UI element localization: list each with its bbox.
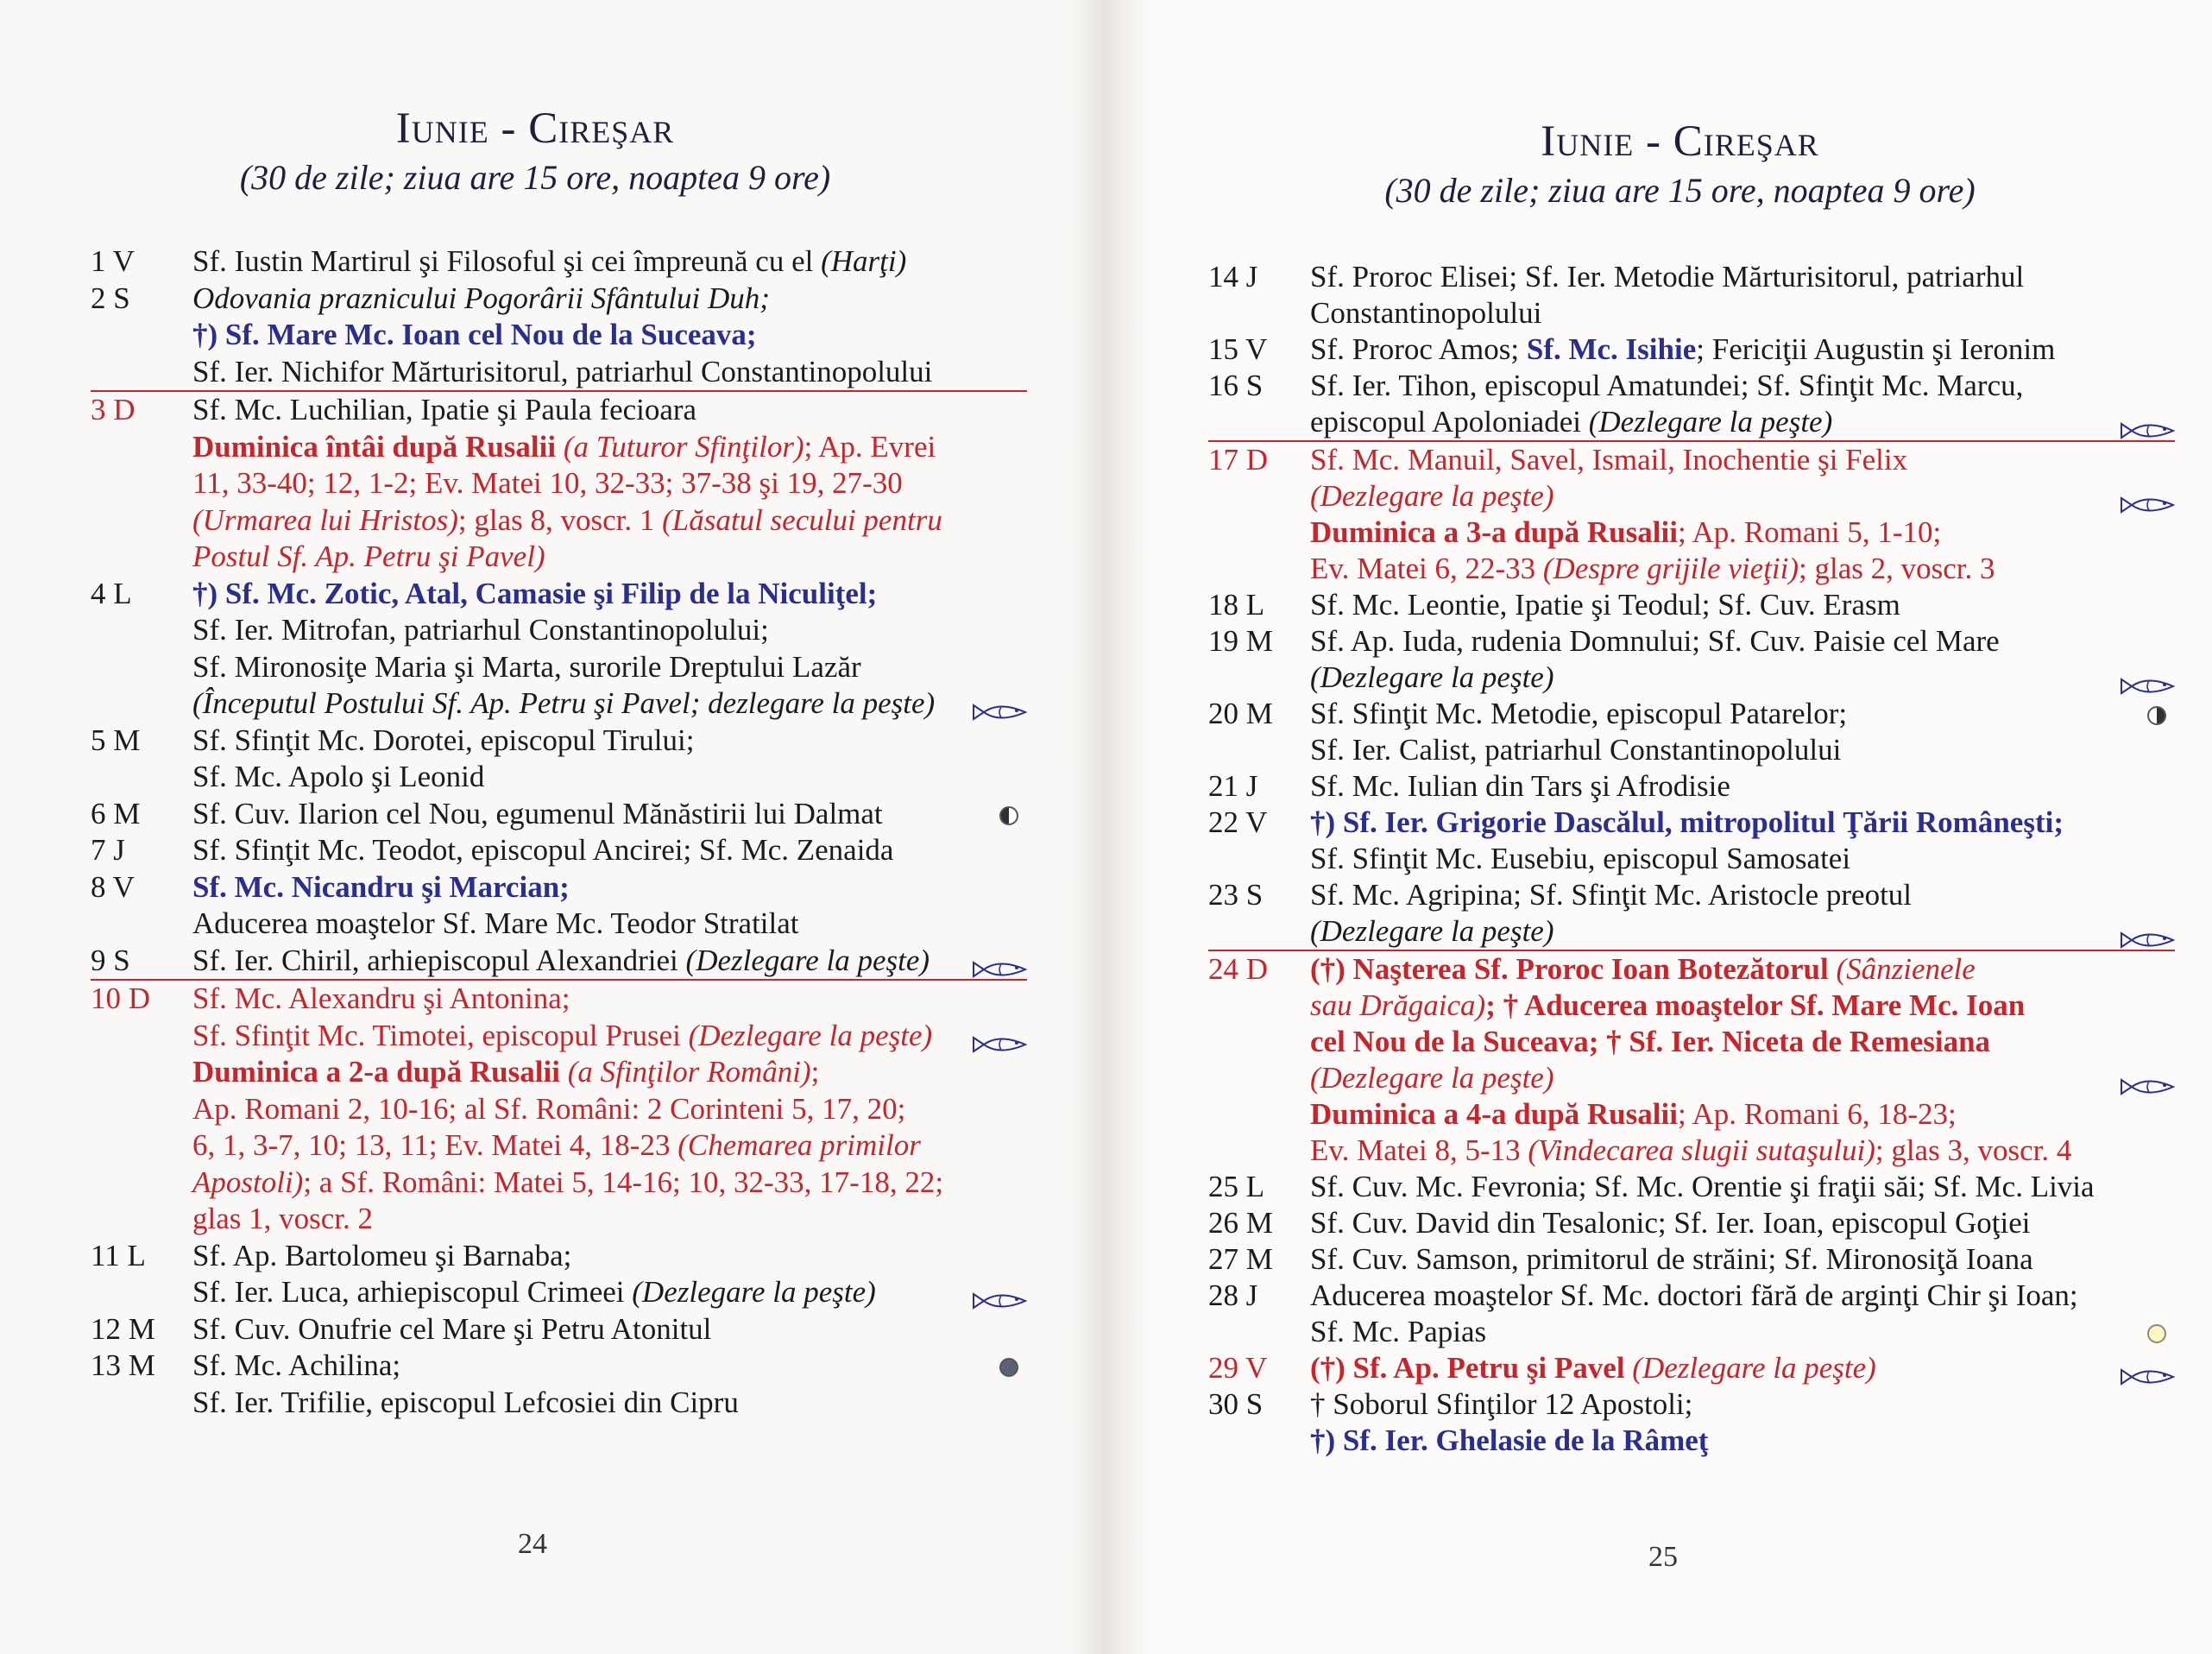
day-label: 19 M xyxy=(1208,624,1273,658)
entry-line xyxy=(1208,988,2175,1024)
text-segment: Ap. Romani 2, 10-16; al Sf. Români: 2 Corinteni 5, 17, 20; xyxy=(192,1091,906,1126)
entry-text xyxy=(192,1201,1027,1238)
entry-text xyxy=(1310,404,2175,440)
entry-line xyxy=(1208,1205,2175,1241)
entry-line xyxy=(1208,877,2175,913)
text-segment: (Lăsatul secului pentru xyxy=(662,502,942,537)
day-entry xyxy=(1208,1241,2175,1278)
text-segment: (Dezlegare la peşte) xyxy=(1632,1351,1876,1385)
day-label: 26 M xyxy=(1208,1206,1273,1240)
entry-text xyxy=(1310,805,2175,841)
text-segment: 11, 33-40; 12, 1-2; Ev. Matei 10, 32-33; 37-38 şi 19, 27-30 xyxy=(192,466,903,500)
text-segment: Sf. Cuv. Samson, primitorul de străini; Sf. Mironosiţă Ioana xyxy=(1310,1242,2033,1276)
entry-text xyxy=(1310,660,2175,696)
left-page-header xyxy=(0,102,1070,200)
day-label: 9 S xyxy=(91,943,130,977)
text-segment: Sf. Proroc Elisei; Sf. Ier. Metodie Mărturisitorul, patriarhul xyxy=(1310,260,2025,294)
text-segment: ; Fericiţii Augustin şi Ieronim xyxy=(1696,332,2056,366)
entry-line xyxy=(1208,768,2175,805)
text-segment: Sf. Cuv. Onufrie cel Mare şi Petru Atonitul xyxy=(192,1311,712,1346)
day-entry xyxy=(1208,1205,2175,1241)
day-label: 30 S xyxy=(1208,1387,1264,1421)
day-label: 13 M xyxy=(91,1348,155,1382)
entry-text xyxy=(192,1165,1027,1202)
entry-line xyxy=(1208,1169,2175,1205)
entry-line xyxy=(1208,732,2175,768)
entry-line xyxy=(91,943,1027,980)
day-label: 2 S xyxy=(91,281,130,315)
entry-text xyxy=(1310,877,2175,913)
text-segment: Sf. Mc. Papias xyxy=(1310,1315,1487,1348)
day-label: 29 V xyxy=(1208,1351,1268,1385)
text-segment: ; Ap. Evrei xyxy=(804,429,936,464)
entry-line xyxy=(91,723,1027,760)
entry-line xyxy=(1208,1096,2175,1133)
entry-text xyxy=(1310,1423,2175,1459)
entry-text xyxy=(192,1127,1027,1165)
entry-text xyxy=(192,1238,1027,1275)
entry-text xyxy=(1310,587,2175,623)
text-segment: Constantinopolului xyxy=(1310,296,1542,330)
entry-text xyxy=(192,906,1027,943)
entry-line xyxy=(91,1311,1027,1348)
month-subtitle: (30 de zile; ziua are 15 ore, noaptea 9 ore) xyxy=(1384,171,1976,210)
entry-text xyxy=(192,465,1027,502)
day-label: 5 M xyxy=(91,723,141,757)
entry-line xyxy=(91,502,1027,540)
entry-text xyxy=(192,539,1027,576)
month-title: Iunie - Cireşar xyxy=(1541,117,1819,166)
entry-text xyxy=(1310,1241,2175,1278)
day-label: 12 M xyxy=(91,1311,155,1346)
entry-line xyxy=(1208,515,2175,551)
text-segment: †) Sf. Mc. Zotic, Atal, Camasie şi Filip de la Niculiţel; xyxy=(192,576,878,610)
entry-text xyxy=(1310,368,2175,404)
text-segment: (Dezlegare la peşte) xyxy=(1310,1061,1554,1095)
text-segment: Sf. Sfinţit Mc. Timotei, episcopul Prusei xyxy=(192,1018,689,1052)
entry-text xyxy=(192,1385,1027,1422)
day-label: 23 S xyxy=(1208,878,1264,912)
day-entry xyxy=(1208,440,2175,587)
entry-text xyxy=(1310,1386,2175,1423)
text-segment: Sf. Ap. Iuda, rudenia Domnului; Sf. Cuv. Paisie cel Mare xyxy=(1310,624,2000,658)
day-label: 18 L xyxy=(1208,588,1265,622)
text-segment: Sf. Ier. Luca, arhiepiscopul Crimeei xyxy=(192,1275,633,1309)
text-segment: Sf. Cuv. Mc. Fevronia; Sf. Mc. Orentie şi fraţii săi; Sf. Mc. Livia xyxy=(1310,1170,2095,1203)
day-entry xyxy=(91,1348,1027,1421)
calendar-entries-left xyxy=(91,243,1027,1421)
entry-line xyxy=(91,869,1027,906)
text-segment: (Dezlegare la peşte) xyxy=(685,943,930,977)
text-segment: †) Sf. Mare Mc. Ioan cel Nou de la Suceava; xyxy=(192,318,757,351)
entry-text xyxy=(1310,732,2175,768)
day-label: 24 D xyxy=(1208,952,1269,986)
entry-line xyxy=(91,832,1027,869)
day-entry xyxy=(91,832,1027,869)
entry-text xyxy=(1310,623,2175,660)
day-entry xyxy=(1208,1386,2175,1459)
right-page-header xyxy=(1148,115,2212,213)
entry-text xyxy=(1310,1278,2175,1314)
day-label: 10 D xyxy=(91,982,151,1015)
day-entry xyxy=(91,243,1027,281)
entry-text xyxy=(192,685,1027,723)
entry-text xyxy=(192,502,1027,540)
text-segment: Sf. Cuv. Ilarion cel Nou, egumenul Mănăstirii lui Dalmat xyxy=(192,796,883,830)
entry-text xyxy=(192,243,1027,281)
text-segment: Apostoli) xyxy=(192,1165,304,1199)
entry-text xyxy=(192,1054,1027,1091)
text-segment: ; glas 8, voscr. 1 xyxy=(457,502,663,537)
text-segment: Ev. Matei 8, 5-13 xyxy=(1310,1133,1528,1167)
entry-text xyxy=(192,869,1027,906)
day-label: 16 S xyxy=(1208,369,1264,402)
text-segment: †) Sf. Ier. Ghelasie de la Râmeţ xyxy=(1310,1424,1709,1457)
entry-line xyxy=(91,759,1027,796)
text-segment: Odovania praznicului Pogorârii Sfântului Duh; xyxy=(192,281,770,315)
day-entry xyxy=(1208,696,2175,768)
page-number: 24 xyxy=(518,1528,547,1560)
entry-line xyxy=(91,1238,1027,1275)
text-segment: ; Ap. Romani 5, 1-10; xyxy=(1677,515,1942,549)
text-segment: ; a Sf. Români: Matei 5, 14-16; 10, 32-33, 17-18, 22; xyxy=(303,1165,944,1199)
entry-line xyxy=(1208,368,2175,404)
text-segment: Sf. Mironosiţe Maria şi Marta, surorile Dreptului Lazăr xyxy=(192,649,861,684)
entry-line xyxy=(1208,841,2175,877)
entry-line xyxy=(1208,1386,2175,1423)
entry-line xyxy=(91,392,1027,429)
entry-line xyxy=(91,354,1027,391)
entry-text xyxy=(1310,696,2175,732)
entry-line xyxy=(1208,1241,2175,1278)
text-segment: (Dezlegare la peşte) xyxy=(1310,914,1554,948)
entry-text xyxy=(192,392,1027,429)
day-entry xyxy=(1208,1350,2175,1386)
text-segment: (Urmarea lui Hristos) xyxy=(192,502,458,537)
entry-text xyxy=(1310,1060,2175,1096)
entry-line xyxy=(91,429,1027,466)
entry-text xyxy=(1310,1314,2175,1350)
day-entry xyxy=(91,390,1027,576)
entry-text xyxy=(1310,768,2175,805)
day-label: 14 J xyxy=(1208,260,1258,294)
text-segment: Aducerea moaştelor Sf. Mare Mc. Teodor Stratilat xyxy=(192,906,799,940)
day-label: 6 M xyxy=(91,796,141,830)
text-segment: (Vindecarea slugii sutaşului) xyxy=(1528,1133,1875,1167)
text-segment: Aducerea moaştelor Sf. Mc. doctori fără de arginţi Chir şi Ioan; xyxy=(1310,1278,2078,1312)
entry-line xyxy=(91,1274,1027,1311)
entry-line xyxy=(1208,1423,2175,1459)
entry-text xyxy=(192,317,1027,354)
calendar-entries-right xyxy=(1208,259,2175,1459)
day-entry xyxy=(1208,877,2175,950)
text-segment: Sf. Ier. Nichifor Mărturisitorul, patriarhul Constantinopolului xyxy=(192,354,933,388)
day-entry xyxy=(1208,1169,2175,1205)
text-segment: glas 1, voscr. 2 xyxy=(192,1202,374,1235)
entry-line xyxy=(91,1054,1027,1091)
entry-text xyxy=(1310,1024,2175,1060)
entry-text xyxy=(192,649,1027,686)
entry-text xyxy=(1310,841,2175,877)
day-entry xyxy=(91,869,1027,943)
text-segment: Sf. Mc. Apolo şi Leonid xyxy=(192,760,485,793)
entry-text xyxy=(192,1311,1027,1348)
text-segment: Sf. Iustin Martirul şi Filosoful şi cei împreună cu el xyxy=(192,244,822,278)
text-segment: (a Sfinţilor Români) xyxy=(567,1055,811,1089)
text-segment: Duminica a 3-a după Rusalii xyxy=(1310,515,1678,549)
text-segment: (†) Sf. Ap. Petru şi Pavel xyxy=(1310,1351,1633,1385)
text-segment: (Despre grijile vieţii) xyxy=(1542,552,1799,585)
entry-line xyxy=(91,796,1027,833)
entry-text xyxy=(1310,951,2175,988)
day-entry xyxy=(1208,587,2175,623)
text-segment: (†) Naşterea Sf. Proroc Ioan Botezătorul xyxy=(1310,952,1837,986)
text-segment: Duminica a 2-a după Rusalii xyxy=(192,1055,568,1089)
day-label: 4 L xyxy=(91,576,132,610)
text-segment: ; † Aducerea moaştelor Sf. Mare Mc. Ioan xyxy=(1485,988,2026,1022)
left-page xyxy=(0,0,1070,1654)
entry-line xyxy=(91,981,1027,1018)
entry-line xyxy=(91,649,1027,686)
text-segment: †) Sf. Ier. Grigorie Dascălul, mitropolitul Ţării Româneşti; xyxy=(1310,805,2064,839)
entry-text xyxy=(1310,988,2175,1024)
text-segment: (Harţi) xyxy=(821,244,907,278)
text-segment: (Dezlegare la peşte) xyxy=(688,1018,933,1052)
text-segment: ; Ap. Romani 6, 18-23; xyxy=(1677,1097,1957,1131)
day-entry xyxy=(1208,368,2175,440)
text-segment: ; glas 2, voscr. 3 xyxy=(1799,552,1995,585)
day-entry xyxy=(91,943,1027,980)
page-number: 25 xyxy=(1648,1541,1678,1573)
text-segment: Sf. Ier. Mitrofan, patriarhul Constantinopolului; xyxy=(192,613,769,647)
entry-line xyxy=(91,1385,1027,1422)
day-entry xyxy=(91,979,1027,1238)
day-entry xyxy=(1208,768,2175,805)
day-label: 21 J xyxy=(1208,769,1258,803)
text-segment: Sf. Proroc Amos; xyxy=(1310,332,1527,366)
entry-line xyxy=(1208,295,2175,331)
entry-text xyxy=(1310,1133,2175,1169)
day-label: 3 D xyxy=(91,393,135,426)
text-segment: ; xyxy=(810,1055,820,1089)
day-label: 28 J xyxy=(1208,1278,1258,1312)
entry-line xyxy=(91,576,1027,613)
entry-text xyxy=(1310,1205,2175,1241)
entry-line xyxy=(1208,1278,2175,1314)
day-label: 7 J xyxy=(91,833,125,867)
entry-line xyxy=(1208,951,2175,988)
entry-text xyxy=(192,1018,1027,1055)
day-entry xyxy=(91,796,1027,833)
text-segment: Sf. Sfinţit Mc. Metodie, episcopul Patarelor; xyxy=(1310,697,1848,730)
entry-text xyxy=(192,612,1027,649)
day-entry xyxy=(91,1311,1027,1348)
entry-text xyxy=(192,832,1027,869)
text-segment: Sf. Ier. Chiril, arhiepiscopul Alexandriei xyxy=(192,943,686,977)
entry-text xyxy=(1310,259,2175,295)
month-title: Iunie - Cireşar xyxy=(395,104,675,153)
text-segment: Sf. Sfinţit Mc. Dorotei, episcopul Tirului; xyxy=(192,723,695,757)
entry-line xyxy=(1208,696,2175,732)
entry-text xyxy=(1310,331,2175,368)
text-segment: Sf. Mc. Achilina; xyxy=(192,1348,401,1382)
text-segment: Sf. Ier. Calist, patriarhul Constantinopolului xyxy=(1310,733,1842,767)
day-entry xyxy=(1208,950,2175,1169)
text-segment: 6, 1, 3-7, 10; 13, 11; Ev. Matei 4, 18-23 xyxy=(192,1128,678,1162)
entry-text xyxy=(192,1091,1027,1128)
entry-line xyxy=(1208,913,2175,950)
entry-text xyxy=(192,796,1027,833)
day-label: 15 V xyxy=(1208,332,1268,366)
text-segment: Sf. Mc. Isihie xyxy=(1526,332,1697,366)
text-segment: Sf. Mc. Luchilian, Ipatie şi Paula fecioara xyxy=(192,393,697,426)
entry-line xyxy=(91,1127,1027,1165)
entry-line xyxy=(1208,331,2175,368)
text-segment: (Începutul Postului Sf. Ap. Petru şi Pavel; dezlegare la peşte) xyxy=(192,686,936,720)
day-entry xyxy=(1208,331,2175,368)
entry-text xyxy=(1310,913,2175,950)
text-segment: † Soborul Sfinţilor 12 Apostoli; xyxy=(1310,1387,1693,1421)
entry-line xyxy=(91,465,1027,502)
entry-text xyxy=(192,1274,1027,1311)
entry-line xyxy=(91,1201,1027,1238)
text-segment: Sf. Mc. Alexandru şi Antonina; xyxy=(192,982,570,1015)
entry-text xyxy=(1310,515,2175,551)
text-segment: Sf. Mc. Nicandru şi Marcian; xyxy=(192,869,570,904)
day-label: 27 M xyxy=(1208,1242,1273,1276)
text-segment: (Dezlegare la peşte) xyxy=(632,1275,876,1309)
day-label: 22 V xyxy=(1208,805,1268,839)
entry-line xyxy=(91,281,1027,318)
entry-line xyxy=(91,685,1027,723)
day-label: 11 L xyxy=(91,1238,146,1272)
day-entry xyxy=(91,281,1027,391)
text-segment: Sf. Mc. Agripina; Sf. Sfinţit Mc. Aristocle preotul xyxy=(1310,878,1913,912)
text-segment: (Chemarea primilor xyxy=(677,1128,921,1162)
entry-text xyxy=(192,1348,1027,1385)
entry-line xyxy=(1208,1060,2175,1096)
text-segment: Sf. Ier. Tihon, episcopul Amatundei; Sf. Sfinţit Mc. Marcu, xyxy=(1310,369,2024,402)
text-segment: Duminica întâi după Rusalii xyxy=(192,429,564,464)
day-entry xyxy=(91,723,1027,796)
text-segment: Sf. Ap. Bartolomeu şi Barnaba; xyxy=(192,1238,572,1272)
entry-line xyxy=(1208,587,2175,623)
text-segment: Sf. Mc. Manuil, Savel, Ismail, Inochentie şi Felix xyxy=(1310,443,1908,477)
day-entry xyxy=(91,1238,1027,1311)
entry-text xyxy=(1310,1169,2175,1205)
entry-line xyxy=(1208,1314,2175,1350)
month-subtitle: (30 de zile; ziua are 15 ore, noaptea 9 ore) xyxy=(239,158,831,197)
text-segment: (Sânzienele xyxy=(1836,952,1976,986)
entry-text xyxy=(1310,1096,2175,1133)
entry-line xyxy=(1208,623,2175,660)
text-segment: cel Nou de la Suceava; † Sf. Ier. Niceta de Remesiana xyxy=(1310,1025,1991,1058)
text-segment: Ev. Matei 6, 22-33 xyxy=(1310,552,1543,585)
text-segment: Sf. Mc. Iulian din Tars şi Afrodisie xyxy=(1310,769,1730,803)
entry-line xyxy=(91,539,1027,576)
text-segment: (Dezlegare la peşte) xyxy=(1310,479,1554,513)
entry-text xyxy=(1310,442,2175,478)
day-label: 17 D xyxy=(1208,443,1269,477)
entry-text xyxy=(1310,478,2175,515)
entry-line xyxy=(91,1091,1027,1128)
day-label: 1 V xyxy=(91,244,135,278)
day-entry xyxy=(1208,1278,2175,1350)
entry-text xyxy=(192,981,1027,1018)
right-page xyxy=(1148,0,2212,1654)
entry-text xyxy=(192,723,1027,760)
day-label: 20 M xyxy=(1208,697,1273,730)
text-segment: Sf. Mc. Leontie, Ipatie şi Teodul; Sf. Cuv. Erasm xyxy=(1310,588,1900,622)
entry-line xyxy=(91,1348,1027,1385)
entry-text xyxy=(192,759,1027,796)
day-entry xyxy=(91,576,1027,723)
text-segment: episcopul Apoloniadei xyxy=(1310,405,1589,439)
text-segment: Postul Sf. Ap. Petru şi Pavel) xyxy=(192,540,545,573)
entry-text xyxy=(192,281,1027,318)
entry-line xyxy=(91,906,1027,943)
text-segment: Sf. Cuv. David din Tesalonic; Sf. Ier. Ioan, episcopul Goţiei xyxy=(1310,1206,2031,1240)
entry-line xyxy=(1208,1133,2175,1169)
text-segment: (Dezlegare la peşte) xyxy=(1310,660,1554,694)
entry-line xyxy=(1208,805,2175,841)
entry-line xyxy=(1208,660,2175,696)
entry-line xyxy=(91,1165,1027,1202)
entry-text xyxy=(1310,551,2175,587)
entry-line xyxy=(1208,1024,2175,1060)
text-segment: Sf. Sfinţit Mc. Teodot, episcopul Ancirei; Sf. Mc. Zenaida xyxy=(192,833,894,867)
text-segment: Sf. Ier. Trifilie, episcopul Lefcosiei din Cipru xyxy=(192,1385,739,1419)
entry-text xyxy=(1310,295,2175,331)
day-label: 25 L xyxy=(1208,1170,1265,1203)
entry-text xyxy=(1310,1350,2175,1386)
book-gutter xyxy=(1070,0,1148,1654)
entry-line xyxy=(91,243,1027,281)
text-segment: Duminica a 4-a după Rusalii xyxy=(1310,1097,1678,1131)
text-segment: (Dezlegare la peşte) xyxy=(1588,405,1833,439)
entry-line xyxy=(1208,404,2175,440)
entry-line xyxy=(91,612,1027,649)
entry-line xyxy=(1208,259,2175,295)
text-segment: ; glas 3, voscr. 4 xyxy=(1875,1133,2072,1167)
entry-line xyxy=(1208,1350,2175,1386)
text-segment: sau Drăgaica) xyxy=(1310,988,1486,1022)
day-entry xyxy=(1208,623,2175,696)
entry-line xyxy=(1208,442,2175,478)
entry-text xyxy=(192,354,1027,391)
entry-line xyxy=(1208,551,2175,587)
entry-text xyxy=(192,576,1027,613)
entry-text xyxy=(192,943,1027,980)
text-segment: (a Tuturor Sfinţilor) xyxy=(563,429,804,464)
entry-text xyxy=(192,429,1027,466)
text-segment: Sf. Sfinţit Mc. Eusebiu, episcopul Samosatei xyxy=(1310,842,1851,875)
day-entry xyxy=(1208,259,2175,331)
entry-line xyxy=(91,1018,1027,1055)
day-label: 8 V xyxy=(91,869,135,904)
day-entry xyxy=(1208,805,2175,877)
entry-line xyxy=(1208,478,2175,515)
entry-line xyxy=(91,317,1027,354)
